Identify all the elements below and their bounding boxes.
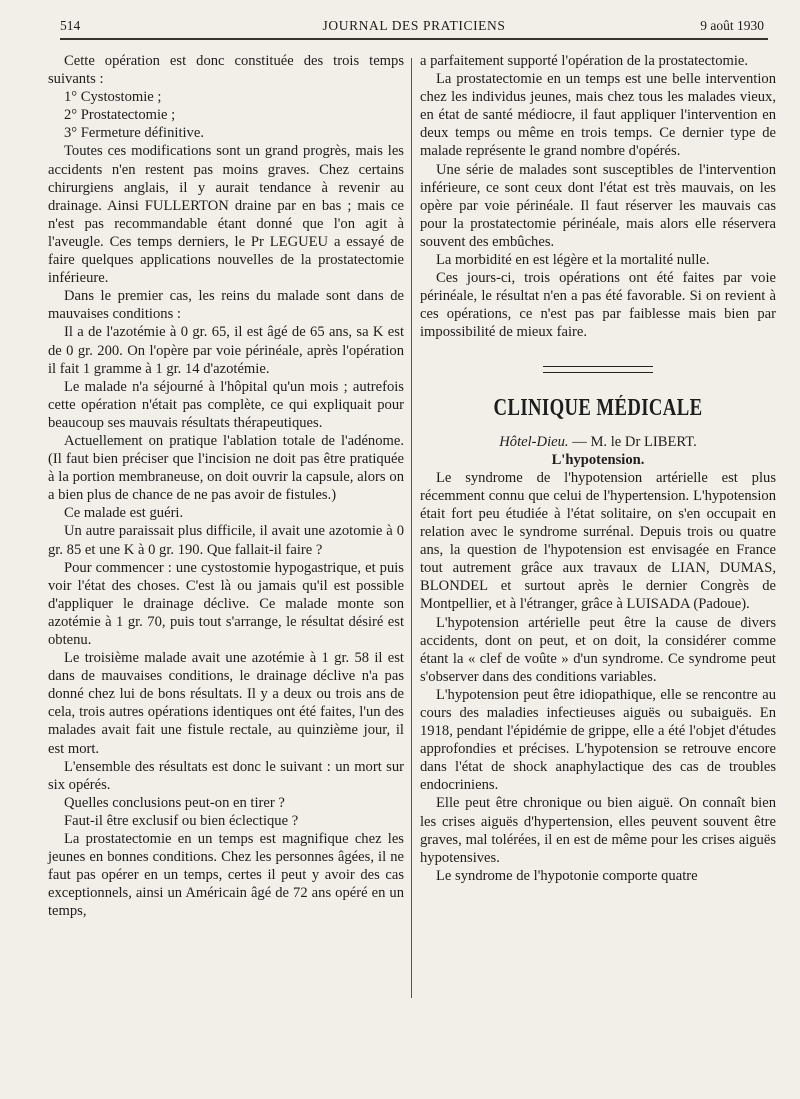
paragraph: Le troisième malade avait une azotémie à 1 gr. 58 il est dans de mauvaises conditions, le drainage déclive n'a pas donné chez lui de bons résultats. Il y a deux ou trois ans de cela, trois autres opérations identiques ont été faites, l'un des malades avait fait une fistule rectale, au quinzième jour, il est mort. [48,650,404,757]
paragraph: Pour commencer : une cystostomie hypogastrique, et puis voir l'état des choses. C'est là ou jamais qu'il est possible d'appliquer le drainage déclive. Ce malade monte son azotémie à 1 gr. 70, puis tout s'arrange, le résultat désiré est obtenu. [48,559,404,648]
left-column [48,52,404,921]
paragraph: Actuellement on pratique l'ablation totale de l'adénome. (Il faut bien préciser que l'incision ne doit pas être pratiquée à la portion membraneuse, on doit ouvrir la capsule, alors on a bien plus de chance de ne pas avoir de fistules.) [48,432,404,504]
paragraph: a parfaitement supporté l'opération de la prostatectomie. [420,53,749,69]
paragraph: Quelles conclusions peut-on en tirer ? [64,794,285,811]
paragraph: La morbidité en est légère et la mortalité nulle. [436,252,710,269]
paragraph: Il a de l'azotémie à 0 gr. 65, il est âgé de 65 ans, sa K est de 0 gr. 200. On l'opère par voie périnéale, après l'opération il fait 1 gramme à 1 gr. 14 d'azotémie. [48,324,404,377]
paragraph: Une série de malades sont susceptibles de l'intervention inférieure, ce sont ceux dont l'état est très mauvais, on les opère par voie périnéale. Il faut réserver les mauvais cas pour la prostatectomie périnéale, mais alors elle réservera souvent des embûches. [420,161,776,250]
running-header [60,16,768,40]
list-item: 2° Prostatectomie ; [64,107,176,124]
paragraph: Le syndrome de l'hypotension artérielle est plus récemment connu que celui de l'hypertension. L'hypotension était fort peu étudiée à l'état solitaire, on s'en occupait en relation avec le syndrome surrénal. Depuis trois ou quatre ans, la question de l'hypotension est envisagée en France tout autrement grâce aux travaux de LIAN, DUMAS, BLONDEL et surtout après le dernier Congrès de Montpellier, et à l'étranger, grâce à LUISADA (Padoue). [420,469,776,613]
paragraph: Le syndrome de l'hypotonie comporte quatre [436,867,698,884]
journal-title: JOURNAL DES PRATICIENS [322,18,506,33]
paragraph: Elle peut être chronique ou bien aiguë. On connaît bien les crises aiguës d'hypertension, elles peuvent souvent être graves, mal tolérées, il en est de même pour les crises aiguës hypotensives. [420,795,776,866]
paragraph: Ce malade est guéri. [64,505,184,522]
issue-date: 9 août 1930 [700,18,764,33]
article-subtitle: L'hypotension. [551,451,645,468]
paragraph: Ces jours-ci, trois opérations ont été faites par voie périnéale, le résultat n'en a pas été favorable. Si on revient à ces opérations, ce n'est pas par faiblesse mais bien par impossibilité de mieux faire. [420,270,776,341]
paragraph: L'hypotension artérielle peut être la cause de divers accidents, dont on peut, et on doit, la considérer comme étant la « clef de voûte » d'un syndrome. Ce syndrome peut s'observer dans des conditions variables. [420,614,776,685]
paragraph: La prostatectomie en un temps est magnifique chez les jeunes en bonnes conditions. Chez les personnes âgées, il ne faut pas opérer en un temps, certes il peut y avoir des cas exceptionnels, ainsi un Américain âgé de 72 ans opéré en un temps, [48,831,404,920]
section-separator [543,366,653,373]
page-number: 514 [60,18,81,33]
byline-place: Hôtel-Dieu. [499,433,569,450]
paragraph: Toutes ces modifications sont un grand progrès, mais les accidents n'en restent pas moins graves. Chez certains chirurgiens anglais, il y aurait tendance à revenir au drainage. Ainsi FULLERTON draine par en bas ; mais ce n'est pas recommandable étant donné que l'on agit à l'aveugle. Ces temps derniers, le Pr LEGUEU a essayé de faire quelques applications nouvelles de la prostatectomie inférieure. [48,143,404,287]
byline-author: — M. le Dr LIBERT. [572,433,697,450]
paragraph: Faut-il être exclusif ou bien éclectique ? [64,812,299,829]
paragraph: Un autre paraissait plus difficile, il avait une azotomie à 0 gr. 85 et une K à 0 gr. 190. Que fallait-il faire ? [48,523,404,558]
paragraph: L'hypotension peut être idiopathique, elle se rencontre au cours des maladies infectieuses aiguës ou subaiguës. En 1918, pendant l'épidémie de grippe, elle a été l'objet d'études approfondies et précises. L'hypotension se retrouve encore dans l'état de shock anaphylactique des cas de troubles endocriniens. [420,686,776,794]
byline [420,433,776,451]
column-divider [411,58,412,998]
paragraph: Cette opération est donc constituée des trois temps suivants : [48,53,404,88]
paragraph: L'ensemble des résultats est donc le suivant : un mort sur six opérés. [48,758,404,793]
paragraph: Dans le premier cas, les reins du malade sont dans de mauvaises conditions : [48,288,404,323]
list-item: 3° Fermeture définitive. [64,125,204,142]
list-item: 1° Cystostomie ; [64,89,162,106]
section-title: CLINIQUE MÉDICALE [493,394,703,421]
paragraph: Le malade n'a séjourné à l'hôpital qu'un mois ; autrefois cette opération n'était pas complète, ce qui expliquait pour beaucoup ses mauvais résultats thérapeutiques. [48,378,404,431]
paragraph: La prostatectomie en un temps est une belle intervention chez les individus jeunes, mais chez tous les malades vieux, en état de santé médiocre, il faut appliquer l'intervention en deux temps ou même en trois temps. Ce dernier type de malade représente le grand nombre d'opérés. [420,71,776,160]
right-column [420,52,776,885]
